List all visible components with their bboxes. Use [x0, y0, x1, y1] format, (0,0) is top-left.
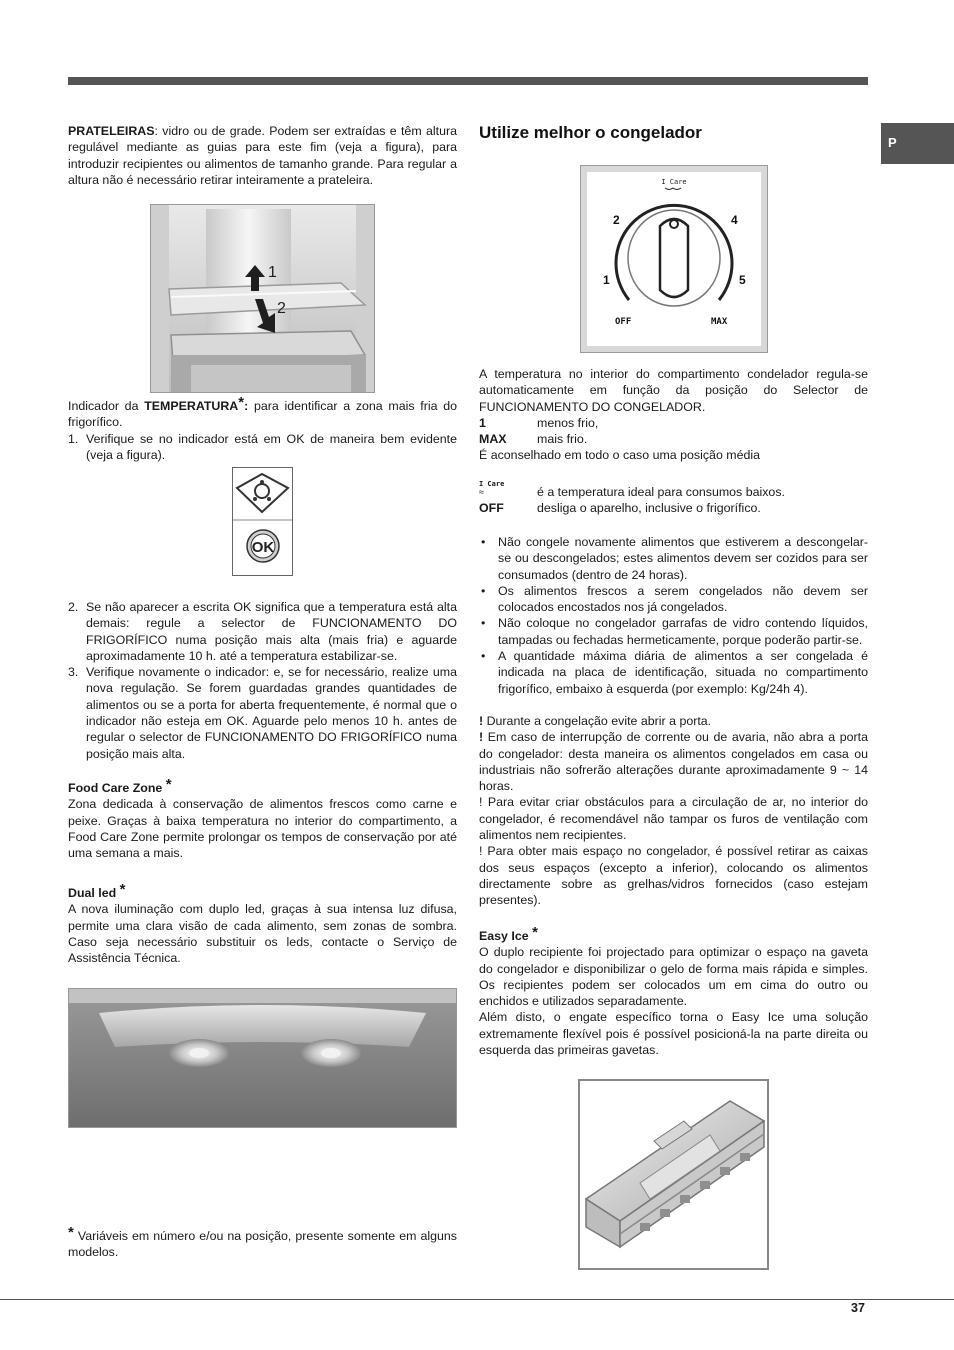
- temperature-title: TEMPERATURA: [144, 399, 239, 413]
- language-tab: P: [881, 123, 954, 164]
- warning-item: ! Para evitar criar obstáculos para a circulação de ar, no interior do congelador, é recomendável não tampar os furos de ventilação com alimentos nem recipientes.: [479, 795, 868, 843]
- freezer-warnings: [479, 713, 868, 909]
- warning-item: ! Em caso de interrupção de corrente ou de avaria, não abra a porta do congelador: desta maneira os alimentos congelados em casa ou industriais não sofrerão alterações durante aproximadamente 9 ~ 14 horas.: [479, 730, 868, 794]
- dial-number-5: 5: [739, 273, 746, 287]
- food-care-title: Food Care Zone: [68, 781, 163, 795]
- list-item: • Não congele novamente alimentos que estiverem a descongelar-se ou descongelados; estes alimentos devem ser cozidos para ser consumados (dentro de 24 horas).: [479, 534, 868, 583]
- food-care-section: Food Care Zone * Zona dedicada à conservação de alimentos frescos como carne e peixe. Graças à baixa temperatura no interior do compartimento, a Food Care Zone permite prolongar os tempos de conservação por até uma semana a mais.: [68, 776, 457, 861]
- dual-led-section: Dual led * A nova iluminação com duplo led, graças à sua intensa luz difusa, permite uma clara visão de cada alimento, sem zonas de sombra. Caso seja necessário substituir os leds, contacte o Serviço de Assistência Técnica.: [68, 881, 457, 966]
- warning-item: ! Durante a congelação evite abrir a porta.: [479, 714, 712, 728]
- ok-text: OK: [251, 539, 275, 556]
- dual-led-figure: [68, 988, 457, 1128]
- icare-icon: ≈: [479, 487, 484, 497]
- page-title: Utilize melhor o congelador: [479, 123, 702, 142]
- icare-label: I Care: [479, 480, 505, 488]
- list-item: • Não coloque no congelador garrafas de vidro contendo líquidos, tampadas ou fechadas hermeticamente, porque poderão partir-se.: [479, 615, 868, 648]
- temperature-steps: [68, 431, 457, 464]
- shelf-figure: [150, 204, 375, 393]
- shelves-paragraph: PRATELEIRAS: vidro ou de grade. Podem ser extraídas e têm altura regulável mediante as guias para este fim (veja a figura), para introduzir recipientes ou alimentos de tamanho grande. Para regular a altura não é necessário retirar inteiramente a prateleira.: [68, 124, 457, 187]
- temperature-section: Indicador da TEMPERATURA*: para identificar a zona mais fria do frigorífico. 1. Verifique se no indicador está em OK de maneira bem evidente (veja a figura).: [68, 394, 457, 462]
- shelf-arrow-label-1: 1: [268, 264, 277, 281]
- temperature-indicator-figure: [232, 467, 293, 576]
- freezer-dial-figure: [580, 165, 768, 353]
- dial-number-2: 2: [613, 213, 620, 227]
- header-bar: [68, 77, 868, 85]
- dial-icare-label: I Care: [661, 178, 687, 186]
- dial-number-4: 4: [731, 213, 738, 227]
- easy-ice-title: Easy Ice: [479, 929, 529, 943]
- list-item: 1. Verifique se no indicador está em OK de maneira bem evidente (veja a figura).: [68, 431, 457, 462]
- list-item: • A quantidade máxima diária de alimentos a ser congelada é indicada na placa de identificação, situada no compartimento frigorífico, embaixo à esquerda (por exemplo: Kg/24h 4).: [479, 648, 868, 697]
- footnote: * Variáveis em número e/ou na posição, presente somente em alguns modelos.: [68, 1224, 457, 1260]
- shelf-arrow-label-2: 2: [277, 300, 286, 317]
- setting-row: I Care ≈ é a temperatura ideal para consumos baixos.: [479, 480, 785, 499]
- dial-max-label: MAX: [711, 317, 728, 327]
- setting-row: OFF desliga o aparelho, inclusive o frigorífico.: [479, 501, 761, 516]
- list-item: • Os alimentos frescos a serem congelados não devem ser colocados encostados nos já congelados.: [479, 583, 868, 616]
- freezer-bullets: [479, 534, 868, 697]
- page-number: 37: [851, 1301, 865, 1315]
- setting-row: MAX mais frio.: [479, 432, 588, 447]
- shelves-title: PRATELEIRAS: [68, 124, 155, 138]
- dial-off-label: OFF: [615, 317, 632, 327]
- list-item: 3. Verifique novamente o indicador: e, se for necessário, realize uma nova regulação. Se forem guardadas grandes quantidades de alimentos ou se a porta for aberta frequentemente, é normal que o indicador não esteja em OK. Aguarde pelo menos 10 h. antes de regular o selector de FUNCIONAMENTO DO FRIGORÍFICO numa posição mais alta.: [68, 665, 457, 761]
- freezer-intro: A temperatura no interior do compartimento condelador regula-se automaticamente em função da posição do Selector de FUNCIONAMENTO DO CONGELADOR. 1 menos frio, MAX mais frio. É aconselhado em todo o caso uma posição média: [479, 367, 868, 463]
- easy-ice-figure: [578, 1079, 769, 1270]
- warning-item: ! Para obter mais espaço no congelador, é possível retirar as caixas dos seus espaços (excepto a inferior), colocando os alimentos directamente sobre as grelhas/vidros fornecidos (caso estejam presentes).: [479, 844, 868, 908]
- dial-number-1: 1: [603, 273, 610, 287]
- easy-ice-section: Easy Ice * O duplo recipiente foi projectado para optimizar o espaço na gaveta do congelador e disponibilizar o gelo de forma mais rápida e simples. Os recipientes podem ser colocados um em cima do outro ou enchidos e utilizados separadamente. Além disto, o engate específico torna o Easy Ice uma solução extremamente flexível pois é possível posicioná-la na parte direita ou esquerda das primeiras gavetas.: [479, 924, 868, 1058]
- icare-off-settings: [479, 480, 868, 517]
- dual-led-title: Dual led: [68, 886, 117, 900]
- footer-line: [0, 1299, 954, 1300]
- temperature-steps-continued: [68, 599, 457, 762]
- setting-row: 1 menos frio,: [479, 415, 599, 430]
- list-item: 2. Se não aparecer a escrita OK significa que a temperatura está alta demais: regule a selector de FUNCIONAMENTO DO FRIGORÍFICO numa posição mais alta (mais fria) e aguarde aproximadamente 10 h. até a temperatura estabilizar-se.: [68, 600, 457, 663]
